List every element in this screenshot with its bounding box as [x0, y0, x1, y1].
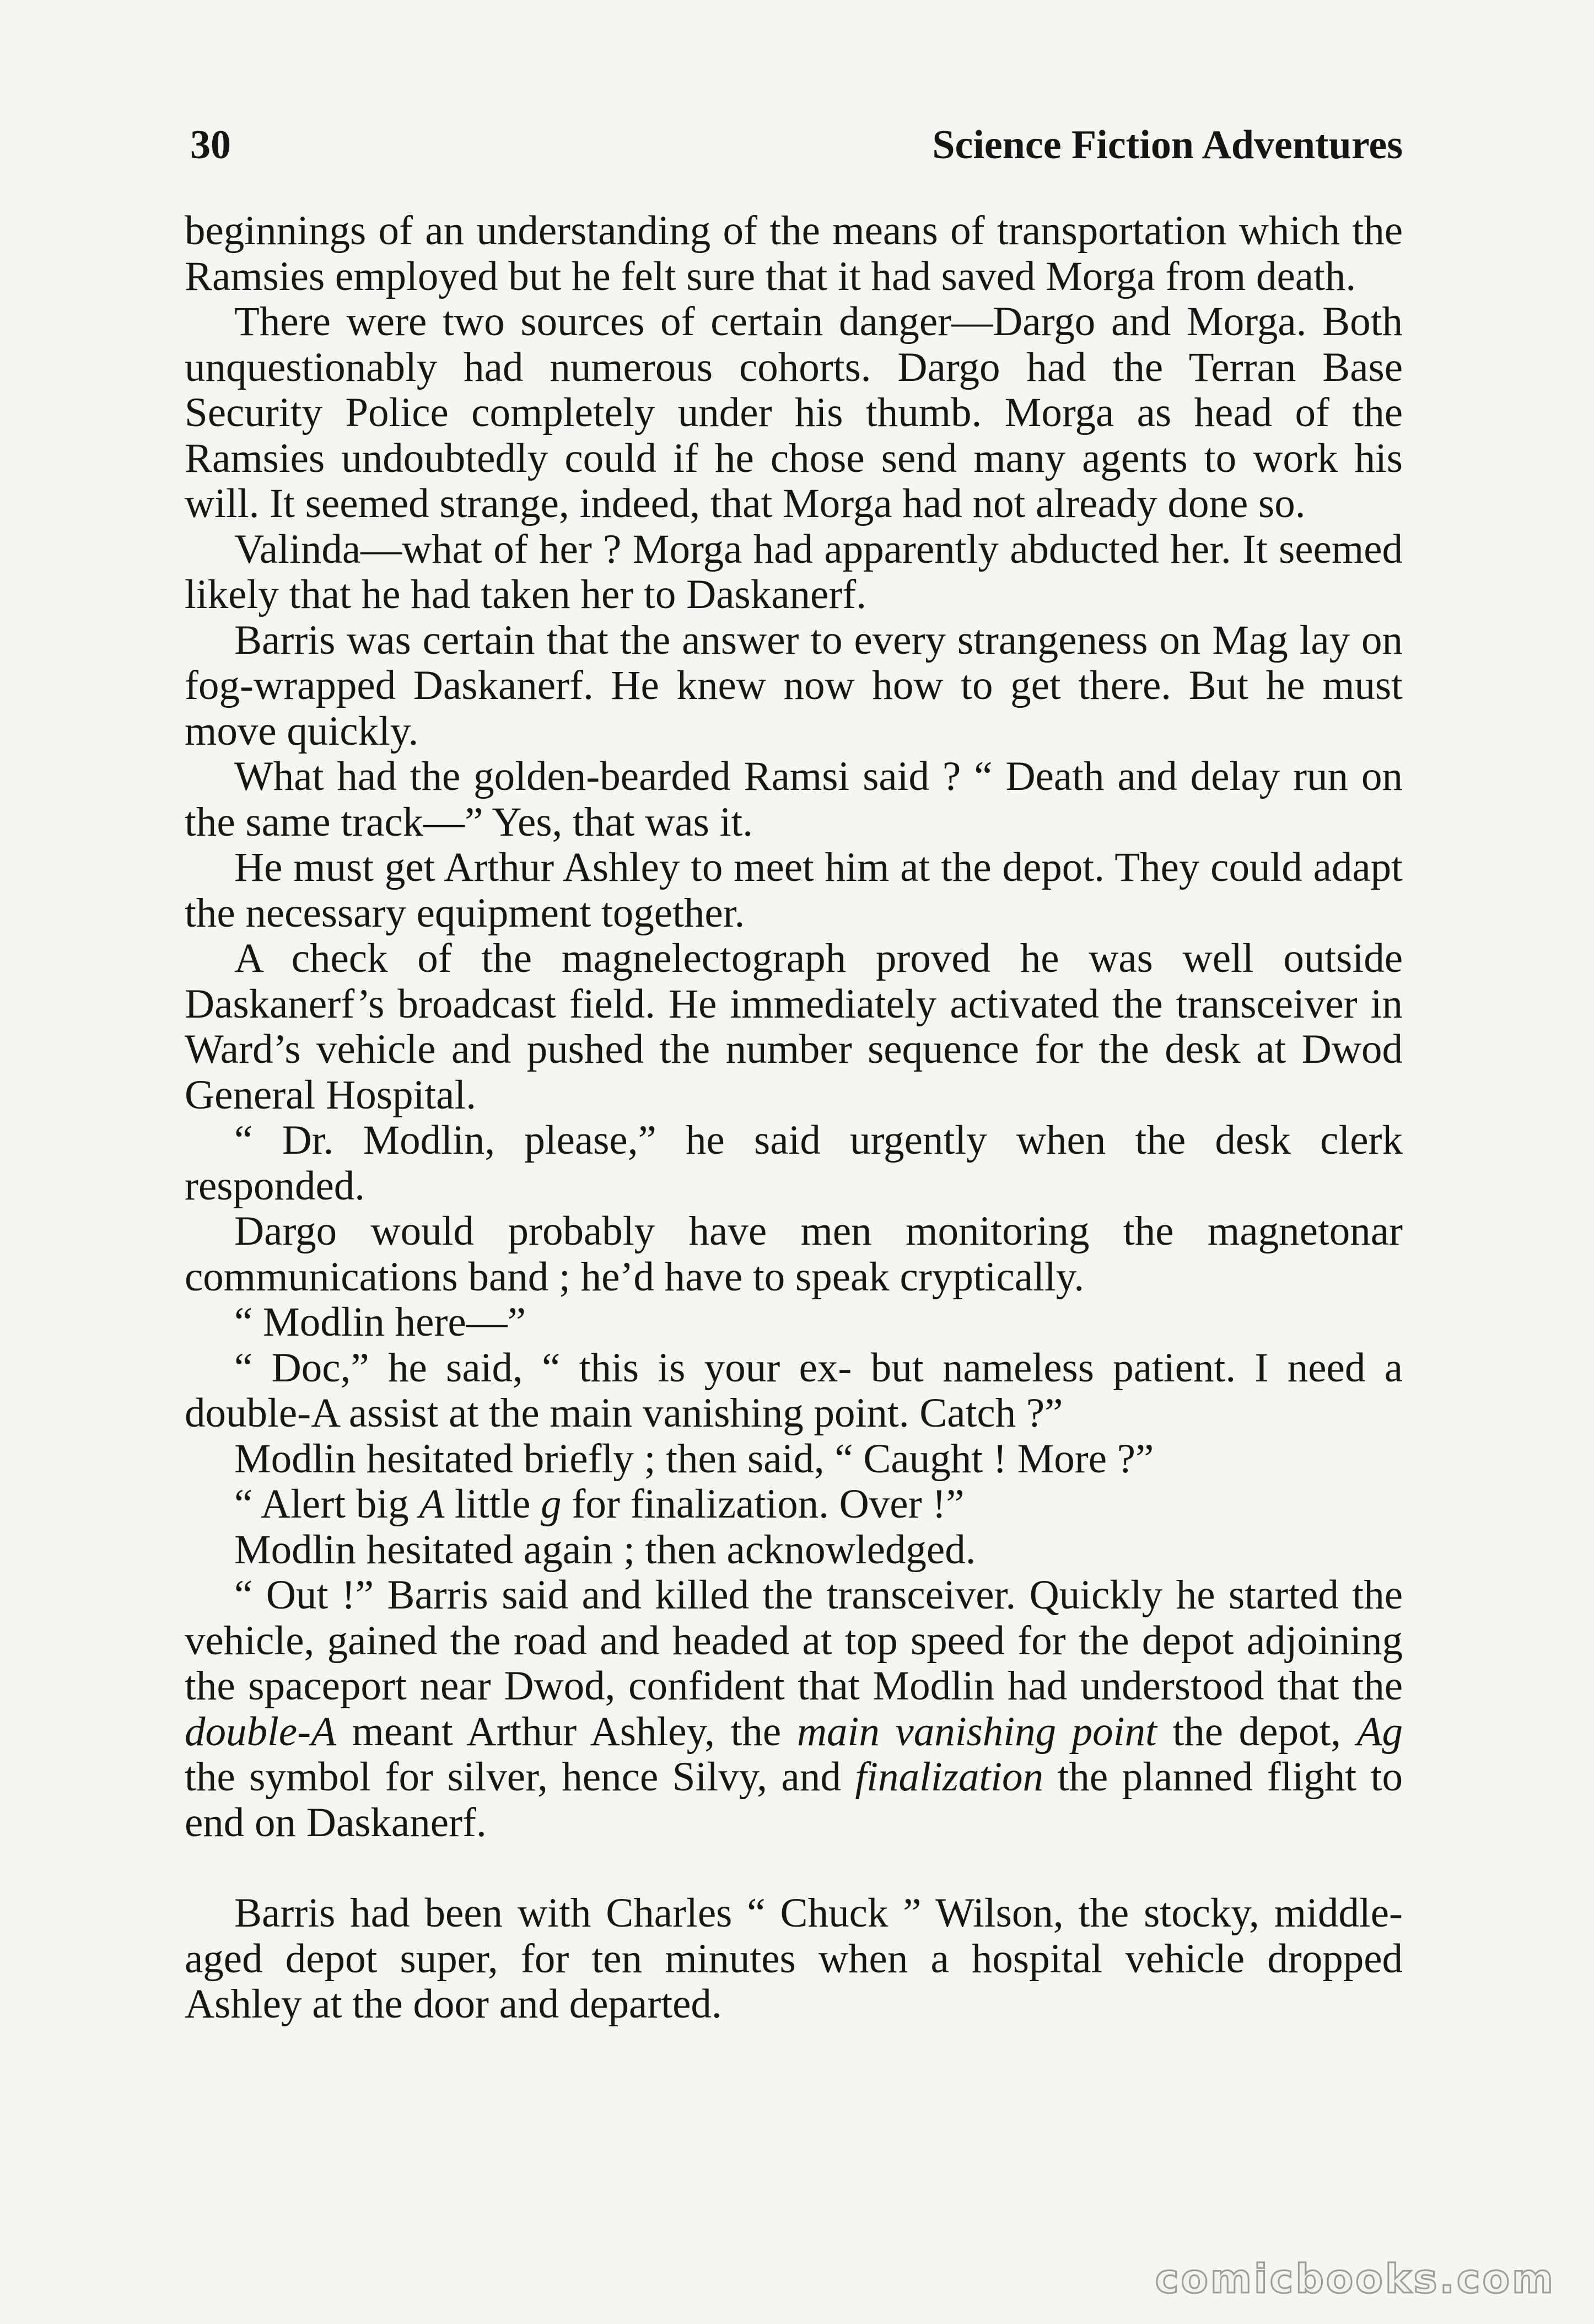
- paragraph: Dargo would probably have men monitoring the magnetonar communications band ; he’d have to speak cryptically.: [185, 1208, 1403, 1300]
- paragraph: [185, 1482, 1403, 1527]
- text-run: meant Arthur Ashley, the: [336, 1708, 797, 1755]
- italic-run: main vanishing point: [796, 1708, 1157, 1755]
- running-title: Science Fiction Adventures: [932, 122, 1403, 168]
- paragraph: “ Modlin here—”: [234, 1299, 526, 1345]
- paragraph: Barris was certain that the answer to every strangeness on Mag lay on fog-wrapped Daskanerf. He knew now how to get there. But he must move quickly.: [185, 617, 1403, 754]
- text-run: “ Out !” Barris said and killed the transceiver. Quickly he started the vehicle, gained the road and headed at top speed for the depot adjoining the spaceport near Dwod, confident that Modlin had understood that the: [185, 1572, 1403, 1709]
- italic-run: g: [541, 1481, 562, 1527]
- paragraph: He must get Arthur Ashley to meet him at the depot. They could adapt the necessary equipment together.: [185, 844, 1403, 936]
- text-run: for finalization. Over !”: [561, 1481, 965, 1527]
- watermark-logo: comicbooks.com: [1155, 2256, 1555, 2302]
- paragraph: Modlin hesitated briefly ; then said, “ Caught ! More ?”: [234, 1435, 1154, 1482]
- text-run: the planned flight to end on Daskanerf.: [185, 1754, 1403, 1846]
- paragraph: “ Dr. Modlin, please,” he said urgently when the desk clerk responded.: [185, 1117, 1403, 1209]
- italic-run: Ag: [1356, 1708, 1403, 1755]
- paragraph: There were two sources of certain danger—Dargo and Morga. Both unquestionably had numerous cohorts. Dargo had the Terran Base Security Police completely under his thumb. Morga as head of the Ramsies undoubtedly could if he chose send many agents to work his will. It seemed strange, indeed, that Morga had not already done so.: [185, 299, 1403, 526]
- paragraph: Modlin hesitated again ; then acknowledged.: [234, 1526, 976, 1573]
- text-run: “ Alert big: [234, 1481, 419, 1527]
- paragraph: A check of the magnelectograph proved he was well outside Daskanerf’s broadcast field. He immediately activated the transceiver in Ward’s vehicle and pushed the number sequence for the desk at Dwod General Hospital.: [185, 935, 1403, 1118]
- page-number: 30: [190, 122, 231, 168]
- paragraph: beginnings of an understanding of the means of transportation which the Ramsies employed but he felt sure that it had saved Morga from death.: [185, 208, 1403, 299]
- page-header: [190, 115, 1403, 175]
- text-run: the depot,: [1156, 1708, 1357, 1755]
- paragraph: Barris had been with Charles “ Chuck ” Wilson, the stocky, middle-aged depot super, for ten minutes when a hospital vehicle dropped Ashley at the door and departed.: [185, 1890, 1403, 2027]
- italic-run: finalization: [855, 1754, 1044, 1800]
- paragraph: Valinda—what of her ? Morga had apparently abducted her. It seemed likely that he had taken her to Daskanerf.: [185, 526, 1403, 617]
- paragraph: [185, 1573, 1403, 1846]
- italic-run: A: [419, 1481, 445, 1527]
- paragraph: What had the golden-bearded Ramsi said ? “ Death and delay run on the same track—” Yes, that was it.: [185, 754, 1403, 845]
- text-run: the symbol for silver, hence Silvy, and: [185, 1754, 855, 1800]
- paragraph: “ Doc,” he said, “ this is your ex- but nameless patient. I need a double-A assist at the main vanishing point. Catch ?”: [185, 1344, 1403, 1436]
- text-run: little: [444, 1481, 541, 1527]
- italic-run: double-A: [185, 1708, 336, 1755]
- story-text: [185, 208, 1403, 2027]
